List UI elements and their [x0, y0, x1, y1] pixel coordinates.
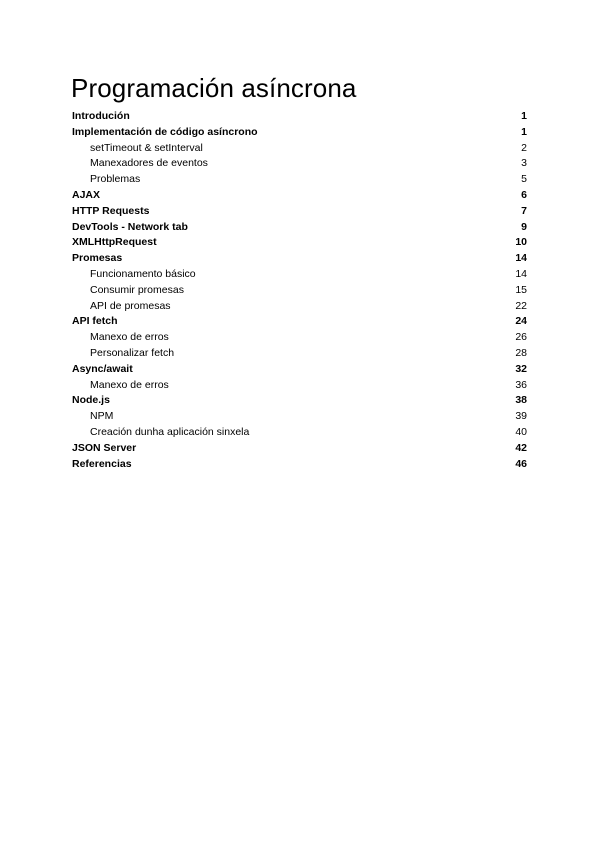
toc-entry-manexadores[interactable]	[72, 156, 527, 172]
toc-entry-label: NPM	[90, 410, 114, 423]
toc-entry-label: Promesas	[72, 252, 123, 265]
toc-entry-label: Problemas	[90, 173, 141, 186]
toc-entry-page-number: 6	[521, 188, 527, 201]
toc-entry-page-number: 1	[521, 110, 527, 122]
toc-entry-page-number: 39	[515, 410, 527, 423]
toc-entry-page-number: 36	[515, 378, 527, 391]
toc-entry-implementacion[interactable]	[72, 125, 527, 141]
toc-entry-referencias[interactable]	[72, 457, 527, 473]
toc-entry-introducion[interactable]	[72, 109, 527, 125]
toc-entry-page-number: 28	[515, 346, 527, 359]
toc-entry-label: AJAX	[72, 188, 101, 201]
toc-entry-label: Manexadores de eventos	[90, 157, 208, 170]
toc-entry-label: Funcionamento básico	[90, 267, 196, 280]
toc-entry-page-number: 14	[515, 267, 527, 280]
toc-entry-label: Manexo de erros	[90, 378, 169, 391]
document-title: Programación asíncrona	[71, 73, 357, 103]
toc-entry-api-fetch[interactable]	[72, 314, 527, 330]
toc-entry-page-number: 9	[521, 220, 527, 233]
toc-entry-label: JSON Server	[72, 441, 137, 454]
toc-entry-page-number: 38	[515, 394, 527, 407]
toc-entry-page-number: 3	[521, 157, 527, 170]
toc-entry-label: Implementación de código asíncrono	[72, 125, 258, 138]
toc-entry-label: Manexo de erros	[90, 331, 169, 344]
toc-entry-xmlhttprequest[interactable]	[72, 235, 527, 251]
toc-entry-page-number: 5	[521, 173, 527, 186]
toc-entry-page-number: 10	[515, 236, 527, 249]
toc-entry-page-number: 42	[515, 441, 527, 454]
toc-entry-label: Node.js	[72, 394, 110, 407]
toc-entry-label: API fetch	[72, 315, 118, 328]
toc-entry-settimeout[interactable]	[72, 141, 527, 157]
toc-entry-page-number: 40	[515, 425, 527, 438]
toc-entry-ajax[interactable]	[72, 188, 527, 204]
toc-entry-label: HTTP Requests	[72, 204, 150, 217]
toc-entry-page-number: 14	[515, 252, 527, 265]
toc-entry-creacion-aplicacion[interactable]	[72, 425, 527, 441]
toc-entry-label: DevTools - Network tab	[72, 220, 188, 233]
toc-entry-page-number: 1	[521, 125, 527, 138]
toc-entry-nodejs[interactable]	[72, 393, 527, 409]
toc-entry-devtools[interactable]	[72, 220, 527, 236]
toc-entry-funcionamento[interactable]	[72, 267, 527, 283]
toc-entry-label: XMLHttpRequest	[72, 236, 157, 249]
toc-entry-page-number: 46	[515, 457, 527, 470]
toc-entry-promesas[interactable]	[72, 251, 527, 267]
toc-entry-problemas[interactable]	[72, 172, 527, 188]
toc-entry-personalizar-fetch[interactable]	[72, 346, 527, 362]
toc-entry-manexo-de-erros-async[interactable]	[72, 378, 527, 394]
toc-entry-api-de-promesas[interactable]	[72, 299, 527, 315]
toc-entry-consumir-promesas[interactable]	[72, 283, 527, 299]
toc-entry-page-number: 24	[515, 315, 527, 328]
toc-entry-label: Introdución	[72, 110, 130, 122]
toc-entry-http-requests[interactable]	[72, 204, 527, 220]
toc-entry-manexo-de-erros-fetch[interactable]	[72, 330, 527, 346]
toc-entry-page-number: 26	[515, 331, 527, 344]
toc-entry-label: Creación dunha aplicación sinxela	[90, 425, 250, 438]
toc-entry-label: setTimeout & setInterval	[90, 141, 203, 154]
toc-entry-page-number: 7	[521, 204, 527, 217]
toc-entry-page-number: 22	[515, 299, 527, 312]
toc-entry-json-server[interactable]	[72, 441, 527, 457]
toc-entry-async-await[interactable]	[72, 362, 527, 378]
toc-entry-npm[interactable]	[72, 409, 527, 425]
toc-entry-label: Async/await	[72, 362, 133, 375]
toc-entry-page-number: 2	[521, 141, 527, 154]
toc-entry-page-number: 15	[515, 283, 527, 296]
table-of-contents	[72, 109, 527, 472]
toc-entry-page-number: 32	[515, 362, 527, 375]
toc-entry-label: Personalizar fetch	[90, 346, 175, 359]
toc-entry-label: Referencias	[72, 457, 132, 470]
toc-entry-label: Consumir promesas	[90, 283, 184, 296]
toc-entry-label: API de promesas	[90, 299, 171, 312]
